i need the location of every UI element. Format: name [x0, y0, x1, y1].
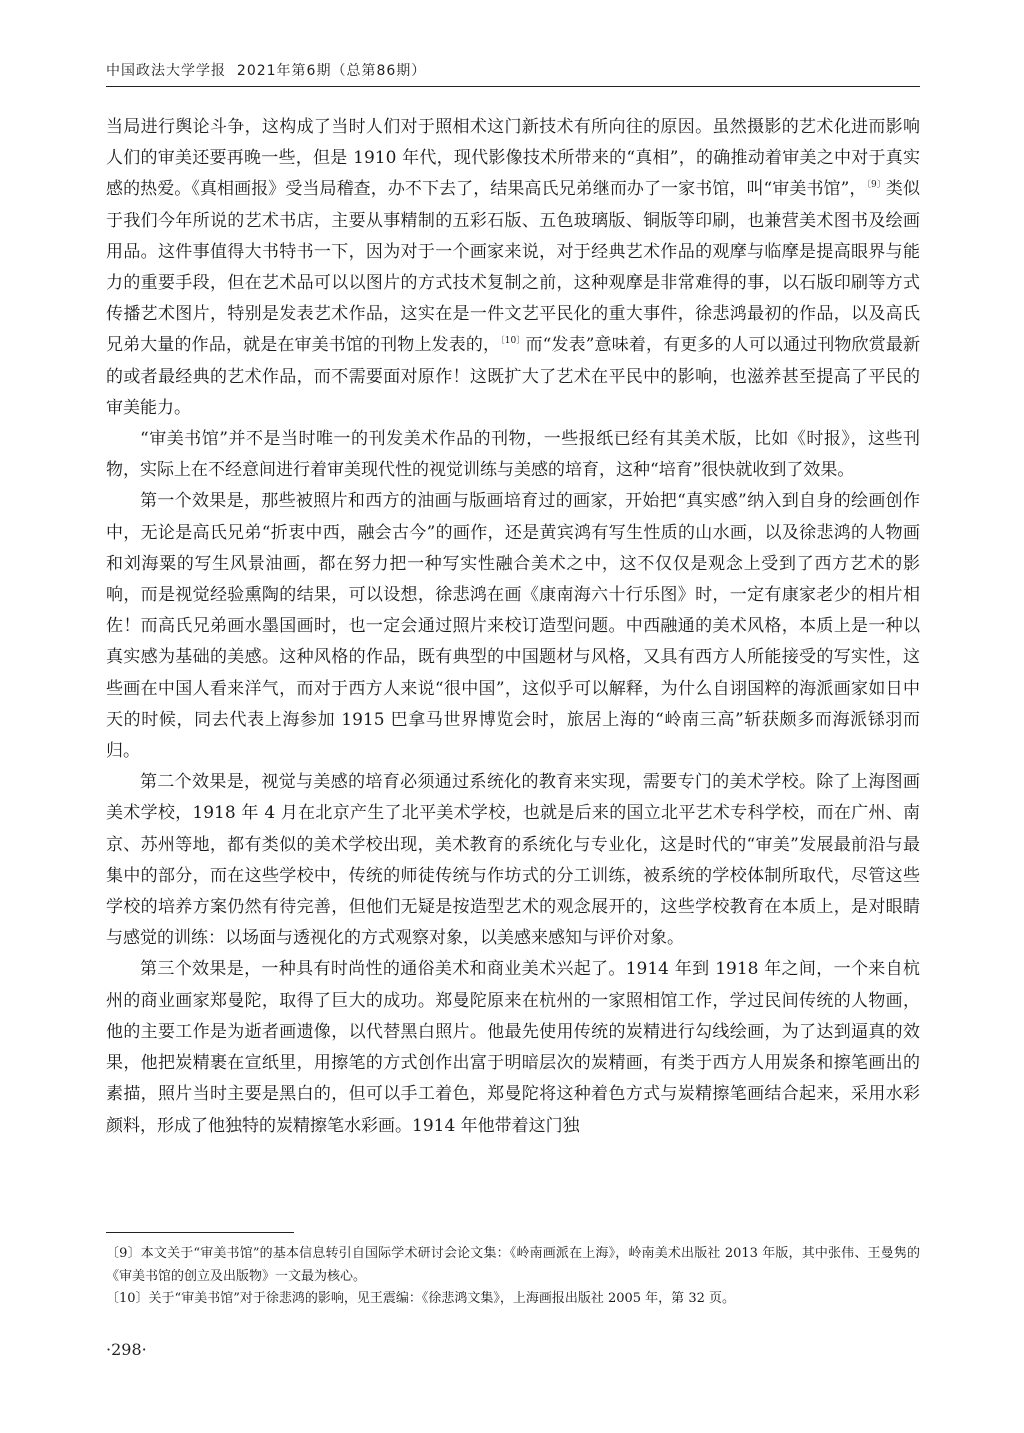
paragraph-text: 第二个效果是，视觉与美感的培育必须通过系统化的教育来实现，需要专门的美术学校。除了上海图画美术学校，1918 年 4 月在北京产生了北平美术学校，也就是后来的国立北平艺术专科学校，而在广州、南京、苏州等地，都有类似的美术学校出现，美术教育的系统化与专业化，这是时代的“审美”发展最前沿与最集中的部分，而在这些学校中，传统的师徒传统与作坊式的分工训练，被系统的学校体制所取代，尽管这些学校的培养方案仍然有待完善，但他们无疑是按造型艺术的观念展开的，这些学校教育在本质上，是对眼睛与感觉的训练：以场面与透视化的方式观察对象，以美感来感知与评价对象。 — [106, 772, 920, 949]
footnote-ref[interactable]: 〔10〕 — [500, 336, 526, 347]
footnotes — [106, 1243, 920, 1311]
paragraph — [106, 486, 920, 767]
paragraph-text: 第一个效果是，那些被照片和西方的油画与版画培育过的画家，开始把“真实感”纳入到自身的绘画创作中，无论是高氏兄弟“折衷中西，融会古今”的画作，还是黄宾鸿有写生性质的山水画，以及徐悲鸿的人物画和刘海粟的写生风景油画，都在努力把一种写实性融合美术之中，这不仅仅是观念上受到了西方艺术的影响，而是视觉经验熏陶的结果，可以设想，徐悲鸿在画《康南海六十行乐图》时，一定有康家老少的相片相佐！而高氏兄弟画水墨国画时，也一定会通过照片来校订造型问题。中西融通的美术风格，本质上是一种以真实感为基础的美感。这种风格的作品，既有典型的中国题材与风格，又具有西方人所能接受的写实性，这些画在中国人看来洋气，而对于西方人来说“很中国”，这似乎可以解释，为什么自诩国粹的海派画家如日中天的时候，同去代表上海参加 1915 巴拿马世界博览会时，旅居上海的“岭南三高”斩获颇多而海派铩羽而归。 — [106, 491, 920, 762]
paragraph-text: 当局进行舆论斗争，这构成了当时人们对于照相术这门新技术有所向往的原因。虽然摄影的艺术化进而影响人们的审美还要再晚一些，但是 1910 年代，现代影像技术所带来的“真相”，的确推动着审美之中对于真实感的热爱。《真相画报》受当局稽查，办不下去了，结果高氏兄弟继而办了一家书馆，叫“审美书馆”， — [106, 117, 920, 200]
paragraph — [106, 954, 920, 1141]
journal-title: 中国政法大学学报 — [106, 63, 226, 79]
paragraph — [106, 767, 920, 954]
paragraph — [106, 424, 920, 486]
paragraph-text: 第三个效果是，一种具有时尚性的通俗美术和商业美术兴起了。1914 年到 1918 年之间，一个来自杭州的商业画家郑曼陀，取得了巨大的成功。郑曼陀原来在杭州的一家照相馆工作，学过民间传统的人物画，他的主要工作是为逝者画遗像，以代替黑白照片。他最先使用传统的炭精进行勾线绘画，为了达到逼真的效果，他把炭精裹在宣纸里，用擦笔的方式创作出富于明暗层次的炭精画，有类于西方人用炭条和擦笔画出的素描，照片当时主要是黑白的，但可以手工着色，郑曼陀将这种着色方式与炭精擦笔画结合起来，采用水彩颜料，形成了他独特的炭精擦笔水彩画。1914 年他带着这门独 — [106, 959, 920, 1136]
footnote-10: 〔10〕关于“审美书馆”对于徐悲鸿的影响，见王震编：《徐悲鸿文集》，上海画报出版社 2005 年，第 32 页。 — [106, 1291, 735, 1306]
page-number: ·298· — [106, 1340, 147, 1359]
issue-info: 2021年第6期（总第86期） — [236, 63, 427, 79]
paragraph-text: 而“发表”意味着，有更多的人可以通过刊物欣赏最新的或者最经典的艺术作品，而不需要面对原作！这既扩大了艺术在平民中的影响，也滋养甚至提高了平民的审美能力。 — [106, 335, 921, 418]
header-divider — [106, 86, 920, 87]
running-header — [106, 60, 920, 80]
footnote-ref[interactable]: 〔9〕 — [866, 180, 886, 191]
paragraph-text: 类似于我们今年所说的艺术书店，主要从事精制的五彩石版、五色玻璃版、铜版等印刷，也兼营美术图书及绘画用品。这件事值得大书特书一下，因为对于一个画家来说，对于经典艺术作品的观摩与临摩是提高眼界与能力的重要手段，但在艺术品可以以图片的方式技术复制之前，这种观摩是非常难得的事，以石版印刷等方式传播艺术图片，特别是发表艺术作品，这实在是一件文艺平民化的重大事件，徐悲鸿最初的作品，以及高氏兄弟大量的作品，就是在审美书馆的刊物上发表的， — [106, 179, 920, 356]
footnote-9: 〔9〕本文关于“审美书馆”的基本信息转引自国际学术研讨会论文集：《岭南画派在上海》，岭南美术出版社 2013 年版，其中张伟、王曼隽的《审美书馆的创立及出版物》一文最为核心。 — [106, 1246, 920, 1284]
paragraph — [106, 112, 920, 424]
paragraph-text: “审美书馆”并不是当时唯一的刊发美术作品的刊物，一些报纸已经有其美术版，比如《时报》，这些刊物，实际上在不经意间进行着审美现代性的视觉训练与美感的培育，这种“培育”很快就收到了效果。 — [106, 429, 920, 481]
footnote-divider — [106, 1232, 294, 1233]
article-body — [106, 112, 920, 1142]
